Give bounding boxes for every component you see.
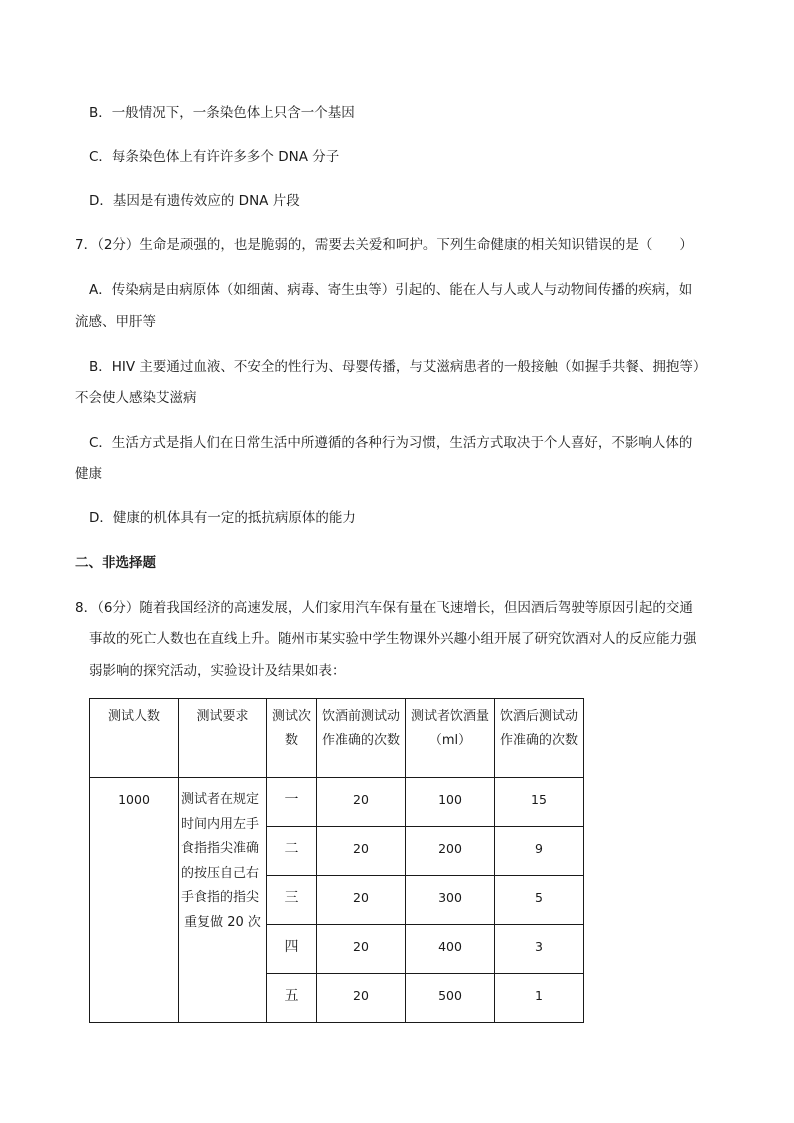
q7-option-b-line1: B．HIV 主要通过血液、不安全的性行为、母婴传播，与艾滋病患者的一般接触（如握手共餐、拥抱等） [89,359,707,375]
option-d-prev: D．基因是有遗传效应的 DNA 片段 [89,193,300,209]
cell-before: 20 [317,925,406,974]
question-8-line2: 事故的死亡人数也在直线上升。随州市某实验中学生物课外兴趣小组开展了研究饮酒对人的反应能力强 [89,631,697,647]
q7-option-b-line2: 不会使人感染艾滋病 [75,390,197,406]
cell-order: 一 [267,778,317,827]
cell-amount: 300 [406,876,495,925]
cell-after: 9 [495,827,584,876]
cell-after: 15 [495,778,584,827]
cell-order: 三 [267,876,317,925]
q7-option-a-line1: A．传染病是由病原体（如细菌、病毒、寄生虫等）引起的、能在人与人或人与动物间传播的疾病，如 [89,282,693,298]
cell-after: 5 [495,876,584,925]
header-amount: 测试者饮酒量 （ml） [406,699,495,778]
cell-amount: 200 [406,827,495,876]
option-c-prev: C．每条染色体上有许许多多个 DNA 分子 [89,149,340,165]
question-8-line1: 8．（6分）随着我国经济的高速发展，人们家用汽车保有量在飞速增长，但因酒后驾驶等原因引起的交通 [75,600,693,616]
cell-people: 1000 [90,778,179,1023]
option-b-prev: B．一般情况下，一条染色体上只含一个基因 [89,105,355,121]
cell-before: 20 [317,974,406,1023]
cell-order: 四 [267,925,317,974]
question-8-line3: 弱影响的探究活动，实验设计及结果如表： [89,663,346,679]
table-row [90,778,584,827]
table-header-row [90,699,584,778]
experiment-table [89,698,584,1023]
cell-amount: 100 [406,778,495,827]
header-requirement: 测试要求 [179,699,267,778]
q7-option-c-line1: C．生活方式是指人们在日常生活中所遵循的各种行为习惯，生活方式取决于个人喜好，不影响人体的 [89,435,693,451]
header-people: 测试人数 [90,699,179,778]
header-order: 测试次 数 [267,699,317,778]
cell-requirement: 测试者在规定 时间内用左手 食指指尖准确 的按压自己右 手食指的指尖 重复做 20 次 [179,778,267,1023]
q7-option-d: D．健康的机体具有一定的抵抗病原体的能力 [89,510,356,526]
cell-order: 二 [267,827,317,876]
cell-order: 五 [267,974,317,1023]
question-7-stem: 7．（2分）生命是顽强的，也是脆弱的，需要去关爱和呵护。下列生命健康的相关知识错误的是（ ） [75,237,693,253]
cell-before: 20 [317,876,406,925]
q7-option-a-line2: 流感、甲肝等 [75,314,156,330]
section-title: 二、非选择题 [75,555,156,571]
cell-before: 20 [317,778,406,827]
q7-option-c-line2: 健康 [75,466,102,482]
cell-before: 20 [317,827,406,876]
header-after: 饮酒后测试动 作准确的次数 [495,699,584,778]
cell-amount: 400 [406,925,495,974]
header-before: 饮酒前测试动 作准确的次数 [317,699,406,778]
cell-amount: 500 [406,974,495,1023]
cell-after: 1 [495,974,584,1023]
cell-after: 3 [495,925,584,974]
